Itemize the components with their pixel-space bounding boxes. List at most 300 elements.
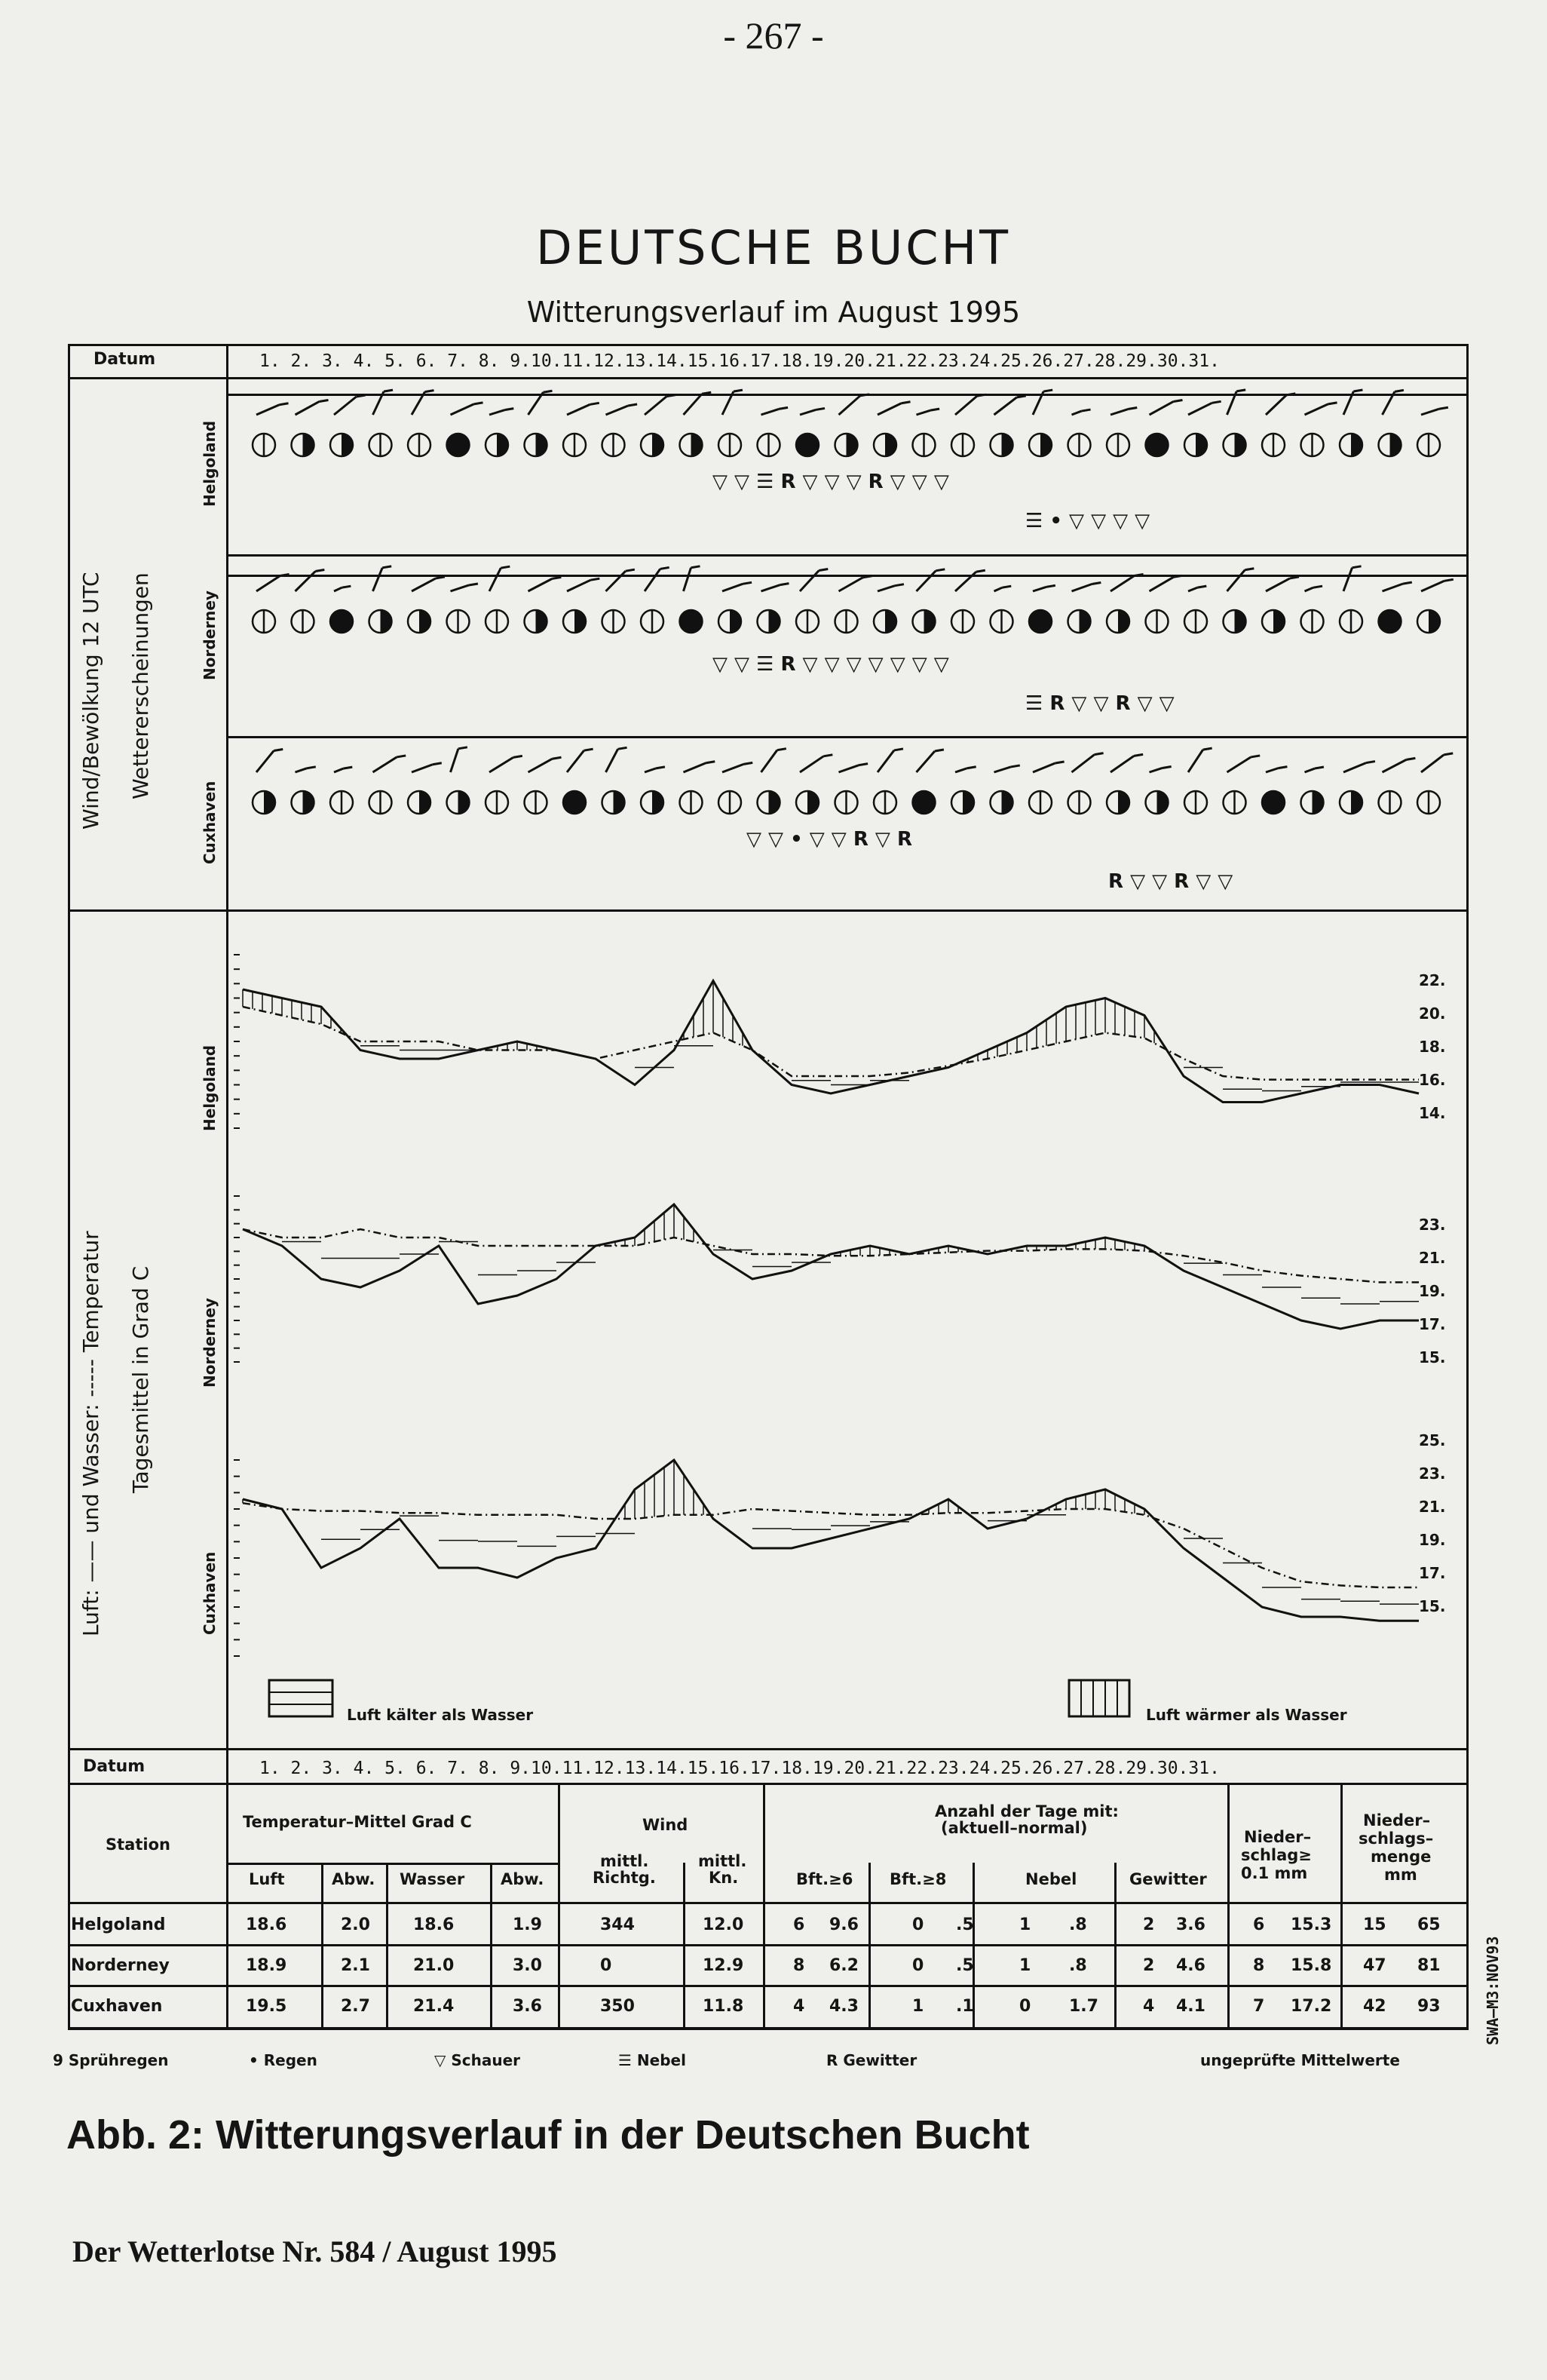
wind-barb-icon (1227, 390, 1246, 415)
cloud-cover-icon (1262, 434, 1285, 456)
wind-barb-icon (256, 403, 289, 415)
amount-header-d: mm (1384, 1866, 1417, 1884)
wind-barb-icon (1343, 762, 1375, 772)
wind-barb-icon (1072, 409, 1091, 415)
wind-barb-icon (994, 765, 1020, 772)
table-cell: 1.9 (513, 1915, 542, 1934)
cloud-cover-icon (680, 791, 703, 814)
cloud-cover-icon (835, 610, 858, 633)
divider (1114, 1863, 1117, 2027)
cloud-cover-icon (1107, 610, 1129, 633)
cloud-cover-icon (330, 791, 353, 814)
wind-barb-icon (955, 767, 976, 772)
cloud-cover-icon (951, 791, 974, 814)
symbol-legend-item: ☰ Nebel (618, 2051, 686, 2069)
wind-barb-icon (334, 767, 352, 772)
wind-barb-icon (606, 404, 638, 415)
amount-header-c: menge (1371, 1848, 1432, 1866)
divider (68, 1985, 1469, 1987)
table-cell: 4.3 (829, 1997, 859, 2016)
axis-tick-label: 18. (1419, 1038, 1446, 1056)
cloud-cover-icon (796, 610, 819, 633)
cloud-cover-icon (835, 434, 858, 456)
wind-rows (253, 390, 1454, 814)
table-cell: 1 (912, 1997, 924, 2016)
axis-tick-label: 21. (1419, 1498, 1446, 1516)
precip-header-c: 0.1 mm (1241, 1864, 1308, 1882)
legend-cold-swatch (268, 1679, 335, 1719)
divider (1227, 1783, 1230, 2027)
wind-barb-icon (1110, 408, 1137, 415)
divider (683, 1863, 685, 2027)
table-cell: 1.7 (1069, 1997, 1098, 2016)
cloud-cover-icon (486, 434, 508, 456)
table-cell: 0 (600, 1956, 612, 1975)
wind-barb-icon (296, 570, 325, 591)
table-cell: 4.6 (1176, 1956, 1205, 1975)
cloud-cover-icon (330, 610, 353, 633)
wind-barb-icon (451, 747, 467, 772)
col-richtg-b: Richtg. (593, 1869, 656, 1887)
divider (226, 1863, 558, 1865)
wind-barb-icon (1343, 566, 1362, 591)
cloud-cover-icon (1068, 610, 1091, 633)
cloud-cover-icon (718, 610, 741, 633)
wind-barb-icon (1150, 400, 1183, 415)
col-luft: Luft (249, 1870, 285, 1888)
wind-barb-icon (412, 577, 445, 591)
table-station-name: Cuxhaven (71, 1997, 163, 2016)
cloud-cover-icon (486, 610, 508, 633)
cloud-cover-icon (874, 434, 896, 456)
figure-subtitle: Witterungsverlauf im August 1995 (526, 296, 1021, 329)
col-abw2: Abw. (501, 1870, 544, 1888)
wind-barb-icon (800, 755, 832, 772)
table-cell: 19.5 (246, 1997, 287, 2016)
wind-barb-icon (878, 402, 911, 415)
cloud-cover-icon (758, 610, 780, 633)
cloud-cover-icon (563, 791, 586, 814)
wind-barb-icon (528, 391, 553, 415)
cloud-cover-icon (1417, 610, 1440, 633)
axis-tick-label: 19. (1419, 1531, 1446, 1549)
cloud-cover-icon (369, 610, 392, 633)
cloud-cover-icon (796, 791, 819, 814)
cloud-cover-icon (1340, 434, 1362, 456)
cloud-cover-icon (408, 434, 430, 456)
legend-warm-label: Luft wärmer als Wasser (1146, 1706, 1347, 1724)
amount-header-a: Nieder– (1363, 1811, 1431, 1829)
wind-barb-icon (1266, 394, 1295, 415)
cloud-cover-icon (1340, 791, 1362, 814)
table-cell: 0 (1019, 1997, 1031, 2016)
cloud-cover-icon (1184, 791, 1207, 814)
cloud-cover-icon (758, 791, 780, 814)
wind-barb-icon (684, 566, 700, 591)
cloud-cover-icon (913, 610, 936, 633)
station-label-helgoland-wind: Helgoland (201, 420, 219, 507)
divider (386, 1863, 388, 2027)
wind-barb-icon (1110, 754, 1143, 772)
air-temp-line (243, 981, 1419, 1103)
table-cell: 0 (912, 1956, 924, 1975)
table-cell: 2.1 (341, 1956, 370, 1975)
table-cell: 17.2 (1291, 1997, 1332, 2016)
cloud-cover-icon (1107, 791, 1129, 814)
cloud-cover-icon (680, 434, 703, 456)
temp-plots (234, 955, 1419, 1656)
cloud-cover-icon (1224, 434, 1246, 456)
col-abw: Abw. (332, 1870, 375, 1888)
wind-barb-icon (839, 764, 868, 772)
wind-barb-icon (1072, 582, 1101, 591)
cloud-cover-icon (1029, 610, 1052, 633)
wind-barb-icon (567, 403, 599, 415)
table-cell: 3.0 (513, 1956, 542, 1975)
cloud-cover-icon (991, 434, 1013, 456)
table-cell: 1 (1019, 1956, 1031, 1975)
wind-barb-icon (1110, 574, 1144, 591)
wind-barb-icon (334, 395, 366, 415)
table-cell: 21.4 (413, 1997, 455, 2016)
wind-barb-icon (1383, 390, 1404, 415)
footer-citation: Der Wetterlotse Nr. 584 / August 1995 (72, 2234, 557, 2268)
table-cell: 2.0 (341, 1915, 370, 1934)
wind-barb-icon (1343, 390, 1362, 415)
water-temp-line (243, 1007, 1419, 1080)
wind-section-label: Wind/Bewölkung 12 UTC (78, 572, 103, 830)
wind-barb-icon (878, 749, 903, 772)
air-temp-line (243, 1460, 1419, 1621)
table-cell: 1 (1019, 1915, 1031, 1934)
cloud-cover-icon (1262, 791, 1285, 814)
cloud-cover-icon (1262, 610, 1285, 633)
wind-barb-icon (1072, 753, 1104, 772)
wind-barb-icon (1150, 575, 1183, 591)
wind-barb-icon (1150, 766, 1172, 772)
cloud-cover-icon (1029, 791, 1052, 814)
temperature-plot (234, 1196, 1419, 1362)
wind-header: Wind (642, 1816, 688, 1834)
wind-barb-icon (917, 409, 940, 415)
weather-row-cuxhaven-1: ▽ ▽ • ▽ ▽ ꓣ ▽ ꓣ (746, 828, 912, 851)
wind-barb-icon (1305, 767, 1324, 772)
wind-barb-icon (761, 749, 786, 772)
wind-barb-icon (373, 390, 394, 415)
wind-barb-icon (839, 576, 872, 591)
table-cell: 4 (1143, 1997, 1155, 2016)
wind-barb-icon (917, 750, 944, 772)
wind-barb-icon (296, 400, 329, 415)
wind-barb-icon (722, 762, 752, 772)
table-cell: 8 (793, 1956, 805, 1975)
table-cell: .8 (1069, 1956, 1087, 1975)
wind-barb-icon (917, 569, 945, 591)
cloud-cover-icon (447, 434, 470, 456)
dates-row-bottom: 1. 2. 3. 4. 5. 6. 7. 8. 9.10.11.12.13.14.15.16.17.18.19.20.21.22.23.24.25.26.27.28.29.30.31. (259, 1759, 1220, 1778)
cloud-cover-icon (796, 434, 819, 456)
wind-barb-icon (1033, 390, 1052, 415)
wind-barb-icon (1383, 582, 1412, 591)
table-cell: 11.8 (703, 1997, 744, 2016)
table-cell: .5 (956, 1915, 974, 1934)
divider (763, 1783, 765, 2027)
wind-barb-icon (1266, 577, 1299, 591)
precip-header-b: schlag≥ (1241, 1846, 1312, 1864)
wind-barb-icon (645, 567, 669, 591)
cloud-cover-icon (602, 434, 625, 456)
axis-tick-label: 20. (1419, 1004, 1446, 1023)
table-cell: 2 (1143, 1915, 1155, 1934)
axis-tick-label: 14. (1419, 1104, 1446, 1122)
axis-tick-label: 25. (1419, 1431, 1446, 1449)
temp-section-label: Luft: —— und Wasser: ----- Temperatur (78, 1231, 103, 1636)
table-cell: 6.2 (829, 1956, 859, 1975)
legend-warm-swatch (1068, 1679, 1132, 1719)
cloud-cover-icon (991, 791, 1013, 814)
cloud-cover-icon (758, 434, 780, 456)
wind-barb-icon (373, 756, 406, 772)
axis-tick-label: 23. (1419, 1464, 1446, 1483)
axis-tick-label: 19. (1419, 1282, 1446, 1300)
wind-barb-icon (761, 584, 789, 591)
symbol-legend-item: 9 Sprühregen (53, 2051, 169, 2069)
table-cell: 4.1 (1176, 1997, 1205, 2016)
cloud-cover-icon (525, 610, 547, 633)
precip-header-a: Nieder– (1244, 1828, 1312, 1846)
divider (68, 2027, 1469, 2029)
cloud-cover-icon (292, 610, 314, 633)
cloud-cover-icon (525, 791, 547, 814)
cloud-cover-icon (913, 434, 936, 456)
cloud-cover-icon (1340, 610, 1362, 633)
cloud-cover-icon (991, 610, 1013, 633)
cloud-cover-icon (951, 610, 974, 633)
wind-barb-icon (1227, 569, 1254, 591)
cloud-cover-icon (1068, 791, 1091, 814)
cloud-cover-icon (718, 791, 741, 814)
cloud-cover-icon (1301, 610, 1324, 633)
weather-row-norderney-1: ▽ ▽ ☰ ꓣ ▽ ▽ ▽ ▽ ▽ ▽ ▽ (712, 653, 949, 676)
cloud-cover-icon (292, 434, 314, 456)
table-cell: 18.6 (413, 1915, 455, 1934)
station-label-norderney-temp: Norderney (201, 1298, 219, 1388)
table-cell: 18.9 (246, 1956, 287, 1975)
wind-barb-icon (1033, 762, 1065, 772)
cloud-cover-icon (1146, 791, 1169, 814)
cloud-cover-icon (1029, 434, 1052, 456)
wind-barb-icon (684, 762, 715, 772)
cloud-cover-icon (951, 434, 974, 456)
wind-barb-icon (1266, 767, 1287, 772)
wind-barb-icon (528, 757, 562, 772)
cloud-cover-icon (641, 610, 663, 633)
wind-barb-icon (256, 749, 283, 772)
axis-tick-label: 23. (1419, 1216, 1446, 1234)
table-cell: 15 (1363, 1915, 1386, 1934)
table-cell: 8 (1253, 1956, 1265, 1975)
cloud-cover-icon (525, 434, 547, 456)
temperature-plot (234, 955, 1419, 1128)
wind-barb-icon (412, 391, 434, 415)
wind-barb-icon (451, 403, 483, 415)
weather-row-cuxhaven-2: ꓣ ▽ ▽ ꓣ ▽ ▽ (1108, 870, 1233, 893)
cloud-cover-icon (602, 610, 625, 633)
cloud-cover-icon (641, 434, 663, 456)
figure-caption: Abb. 2: Witterungsverlauf in der Deutschen Bucht (66, 2112, 1030, 2158)
col-bft6: Bft.≥6 (796, 1870, 853, 1888)
cloud-cover-icon (447, 791, 470, 814)
table-cell: 3.6 (513, 1997, 542, 2016)
axis-tick-label: 17. (1419, 1315, 1446, 1333)
station-label-cuxhaven-temp: Cuxhaven (201, 1551, 219, 1635)
station-header: Station (106, 1836, 170, 1854)
station-label-norderney-wind: Norderney (201, 590, 219, 680)
days-header-1: Anzahl der Tage mit: (935, 1802, 1119, 1820)
weather-row-helgoland-2: ☰ • ▽ ▽ ▽ ▽ (1025, 510, 1150, 532)
wind-barb-icon (761, 407, 789, 415)
wind-barb-icon (296, 767, 316, 772)
divider (68, 1902, 1469, 1904)
wind-barb-icon (1421, 579, 1454, 591)
table-cell: .1 (956, 1997, 974, 2016)
cloud-cover-icon (369, 434, 392, 456)
table-cell: .8 (1069, 1915, 1087, 1934)
table-cell: 81 (1417, 1956, 1441, 1975)
divider (490, 1863, 492, 2027)
col-gewitter: Gewitter (1129, 1870, 1207, 1888)
divider (68, 1944, 1469, 1946)
temperature-plot (234, 1460, 1419, 1656)
symbol-legend-item: ꓣ Gewitter (826, 2051, 917, 2069)
wind-barb-icon (722, 390, 743, 415)
wind-barb-icon (684, 392, 712, 415)
cloud-cover-icon (718, 434, 741, 456)
wind-barb-icon (1383, 758, 1416, 772)
table-cell: 2 (1143, 1956, 1155, 1975)
wind-barb-icon (839, 394, 869, 415)
col-nebel: Nebel (1025, 1870, 1077, 1888)
cloud-cover-icon (253, 610, 275, 633)
cloud-cover-icon (1379, 791, 1401, 814)
table-cell: 93 (1417, 1997, 1441, 2016)
table-cell: 21.0 (413, 1956, 455, 1975)
weather-row-helgoland-1: ▽ ▽ ☰ ꓣ ▽ ▽ ▽ ꓣ ▽ ▽ ▽ (712, 471, 949, 493)
cloud-cover-icon (1068, 434, 1091, 456)
axis-tick-label: 17. (1419, 1564, 1446, 1582)
table-cell: 3.6 (1176, 1915, 1205, 1934)
wind-barb-icon (994, 586, 1012, 591)
table-cell: 65 (1417, 1915, 1441, 1934)
cloud-cover-icon (330, 434, 353, 456)
weather-row-norderney-2: ☰ ꓣ ▽ ▽ ꓣ ▽ ▽ (1025, 692, 1175, 715)
cloud-cover-icon (408, 791, 430, 814)
wind-section-sublabel: Wettererscheinungen (128, 572, 153, 799)
table-station-name: Helgoland (71, 1915, 166, 1934)
table-station-name: Norderney (71, 1956, 170, 1975)
cloud-cover-icon (292, 791, 314, 814)
wind-barb-icon (489, 409, 513, 415)
wind-barb-icon (1033, 585, 1055, 591)
cloud-cover-icon (253, 791, 275, 814)
axis-tick-label: 21. (1419, 1249, 1446, 1267)
cloud-cover-icon (1107, 434, 1129, 456)
cloud-cover-icon (369, 791, 392, 814)
cloud-cover-icon (874, 610, 896, 633)
table-cell: 47 (1363, 1956, 1386, 1975)
wind-barb-icon (1188, 401, 1221, 415)
wind-barb-icon (645, 395, 675, 415)
table-cell: 9.6 (829, 1915, 859, 1934)
table-cell: 4 (793, 1997, 805, 2016)
cloud-cover-icon (1224, 791, 1246, 814)
wind-barb-icon (373, 566, 392, 591)
table-cell: 15.3 (1291, 1915, 1332, 1934)
symbol-legend-item: • Regen (249, 2051, 317, 2069)
col-richtg-a: mittl. (600, 1852, 649, 1870)
legend-cold-label: Luft kälter als Wasser (347, 1706, 534, 1724)
dates-row-top: 1. 2. 3. 4. 5. 6. 7. 8. 9.10.11.12.13.14.15.16.17.18.19.20.21.22.23.24.25.26.27.28.29.30.31. (259, 351, 1220, 371)
wind-barb-icon (567, 749, 593, 772)
table-cell: .5 (956, 1956, 974, 1975)
wind-barb-icon (1421, 407, 1448, 415)
side-code: SWA–M3:NOV93 (1484, 1936, 1502, 2045)
wind-barb-icon (1305, 586, 1323, 591)
wind-barb-icon (1227, 756, 1261, 772)
cloud-cover-icon (1417, 434, 1440, 456)
wind-barb-icon (528, 577, 562, 591)
cloud-cover-icon (1146, 610, 1169, 633)
station-label-cuxhaven-wind: Cuxhaven (201, 781, 219, 864)
wind-barb-icon (334, 586, 351, 591)
cloud-cover-icon (1184, 434, 1207, 456)
table-cell: 2.7 (341, 1997, 370, 2016)
wind-barb-icon (1421, 753, 1453, 772)
wind-barb-icon (489, 566, 510, 591)
wind-barb-icon (1188, 586, 1206, 591)
table-cell: 6 (793, 1915, 805, 1934)
cloud-cover-icon (874, 791, 896, 814)
wind-barb-icon (994, 396, 1026, 415)
axis-tick-label: 15. (1419, 1597, 1446, 1615)
wind-barb-icon (256, 574, 289, 591)
wind-barb-icon (722, 582, 752, 591)
wind-barb-icon (955, 570, 985, 591)
divider (558, 1783, 560, 2027)
divider (68, 1748, 1469, 1750)
divider (68, 1783, 1469, 1785)
wind-barb-icon (1188, 748, 1212, 772)
table-cell: 344 (600, 1915, 635, 1934)
cloud-cover-icon (835, 791, 858, 814)
symbol-legend-item: ▽ Schauer (434, 2051, 521, 2069)
cloud-cover-icon (563, 434, 586, 456)
cloud-cover-icon (1184, 610, 1207, 633)
cloud-cover-icon (680, 610, 703, 633)
wind-barb-icon (451, 584, 478, 591)
cloud-cover-icon (447, 610, 470, 633)
col-bft8: Bft.≥8 (890, 1870, 947, 1888)
wind-barb-icon (955, 394, 986, 415)
station-label-helgoland-temp: Helgoland (201, 1044, 219, 1131)
cloud-cover-icon (1224, 610, 1246, 633)
cloud-cover-icon (408, 610, 430, 633)
divider (321, 1863, 323, 2027)
col-wasser: Wasser (400, 1870, 465, 1888)
page-number: - 267 - (723, 14, 824, 57)
amount-header-b: schlags– (1359, 1829, 1434, 1848)
days-header-2: (aktuell–normal) (941, 1819, 1088, 1837)
